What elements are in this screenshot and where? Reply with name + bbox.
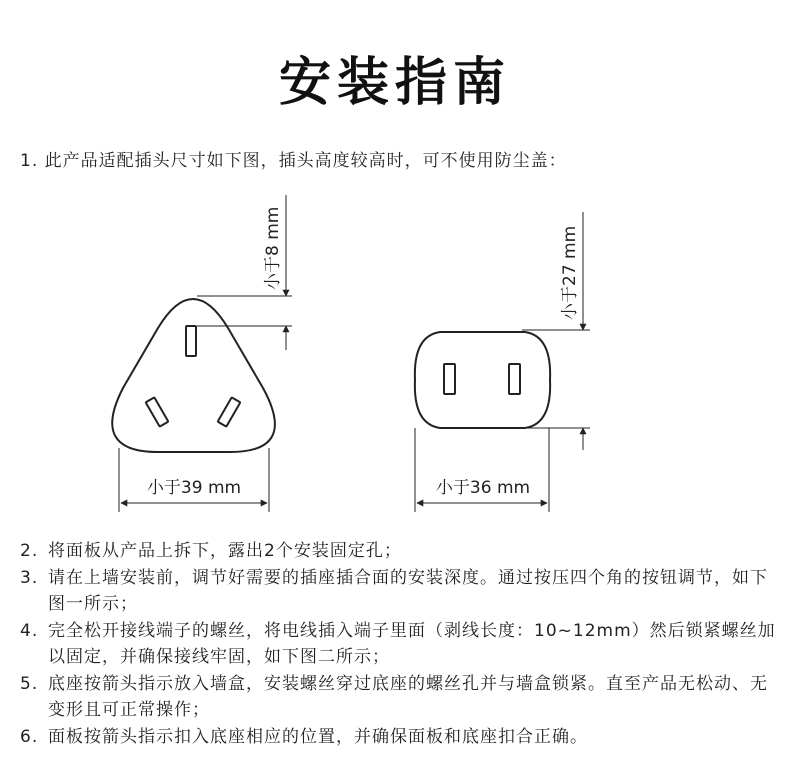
step-number: 5. (20, 673, 39, 694)
left-height-label: 小于8 mm (263, 206, 283, 290)
three-pin-plug (112, 299, 275, 452)
step-text: 将面板从产品上拆下，露出2个安装固定孔； (48, 541, 402, 561)
step-text: 完全松开接线端子的螺丝，将电线插入端子里面（剥线长度：10~12mm）然后锁紧螺丝加以固定，并确保接线牢固，如下图二所示； (48, 620, 776, 667)
step-number: 3. (20, 567, 39, 588)
step-item (20, 724, 780, 751)
right-width-label: 小于36 mm (435, 478, 531, 498)
instruction-steps (20, 538, 780, 750)
step-item (20, 565, 780, 618)
page-title: 安装指南 (278, 53, 511, 113)
two-pin-plug (415, 332, 550, 428)
step-text: 请在上墙安装前，调节好需要的插座插合面的安装深度。通过按压四个角的按钮调节，如下图一所示； (48, 567, 768, 614)
step-item (20, 618, 780, 671)
step-item (20, 671, 780, 724)
step-number: 4. (20, 620, 39, 641)
step-item (20, 538, 780, 565)
right-height-label: 小于27 mm (560, 225, 580, 320)
step-number: 2. (20, 541, 39, 561)
step-text: 底座按箭头指示放入墙盒，安装螺丝穿过底座的螺丝孔并与墙盒锁紧。直至产品无松动、无变形且可正常操作； (48, 673, 768, 720)
step-text: 面板按箭头指示扣入底座相应的位置，并确保面板和底座扣合正确。 (48, 726, 588, 747)
plug-dimension-diagram (0, 180, 790, 520)
step-number: 6. (20, 726, 39, 747)
left-width-label: 小于39 mm (146, 478, 242, 498)
intro-text: 1. 此产品适配插头尺寸如下图，插头高度较高时，可不使用防尘盖： (20, 151, 567, 171)
